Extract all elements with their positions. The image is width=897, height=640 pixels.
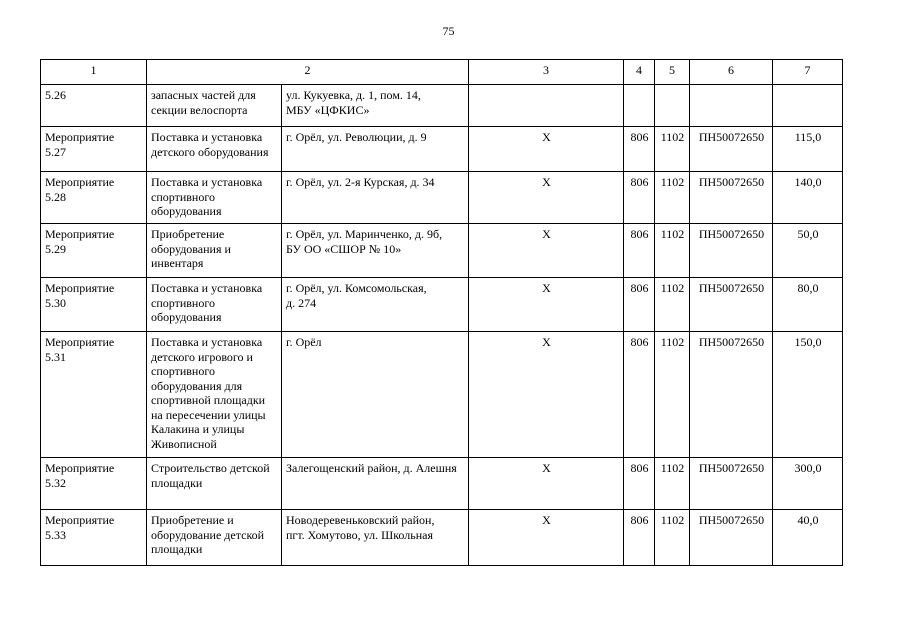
address-cell <box>282 278 469 332</box>
measure-cell <box>41 172 147 224</box>
col3-cell: X <box>469 332 624 458</box>
name-cell-line: Поставка и установка <box>151 130 263 144</box>
col3-cell <box>469 85 624 127</box>
table-row <box>41 510 843 566</box>
address-cell-line: ул. Кукуевка, д. 1, пом. 14, <box>286 88 421 102</box>
table-row <box>41 332 843 458</box>
measure-cell <box>41 85 147 127</box>
col6-cell: ПН50072650 <box>690 332 773 458</box>
measure-cell <box>41 510 147 566</box>
col5-cell: 1102 <box>655 332 690 458</box>
col5-cell: 1102 <box>655 458 690 510</box>
header-col-5: 5 <box>655 60 690 85</box>
table-row <box>41 458 843 510</box>
name-cell-line: Приобретение <box>151 227 225 241</box>
col3-cell: X <box>469 510 624 566</box>
name-cell-line: спортивного <box>151 364 215 378</box>
col7-cell: 300,0 <box>773 458 843 510</box>
name-cell-line: оборудование детской <box>151 527 265 542</box>
col4-cell: 806 <box>624 278 655 332</box>
col6-cell: ПН50072650 <box>690 172 773 224</box>
name-cell-line: площадки <box>151 475 203 490</box>
table-row <box>41 278 843 332</box>
address-cell-line: г. Орёл, ул. Комсомольская, <box>286 281 427 295</box>
address-cell-line: г. Орёл, ул. 2-я Курская, д. 34 <box>286 175 435 189</box>
name-cell-line: спортивной площадки <box>151 393 266 407</box>
col4-cell: 806 <box>624 510 655 566</box>
col7-cell: 40,0 <box>773 510 843 566</box>
header-col-4: 4 <box>624 60 655 85</box>
name-cell-line: детского игрового и <box>151 349 253 364</box>
col6-cell: ПН50072650 <box>690 458 773 510</box>
col6-cell: ПН50072650 <box>690 127 773 172</box>
col3-cell: X <box>469 278 624 332</box>
name-cell-line: оборудования <box>151 204 222 218</box>
table-header-row <box>41 60 843 85</box>
col3-cell: X <box>469 458 624 510</box>
measure-cell-line: 5.28 <box>45 189 66 204</box>
measure-cell-line: 5.33 <box>45 527 66 542</box>
name-cell <box>147 172 282 224</box>
name-cell-line: детского оборудования <box>151 144 269 159</box>
address-cell-line: г. Орёл <box>286 335 322 349</box>
address-cell-line: Новодеревеньковский район, <box>286 513 435 527</box>
table-row <box>41 224 843 278</box>
measure-cell-line: 5.29 <box>45 241 66 256</box>
name-cell <box>147 127 282 172</box>
col5-cell: 1102 <box>655 510 690 566</box>
name-cell-line: площадки <box>151 542 203 556</box>
name-cell-line: оборудования и <box>151 241 231 256</box>
name-cell-line: Поставка и установка <box>151 281 263 295</box>
header-col-6: 6 <box>690 60 773 85</box>
col7-cell: 50,0 <box>773 224 843 278</box>
header-col-1: 1 <box>41 60 147 85</box>
measure-cell-line: 5.26 <box>45 88 66 102</box>
address-cell <box>282 510 469 566</box>
address-cell-line: МБУ «ЦФКИС» <box>286 102 370 117</box>
name-cell-line: Поставка и установка <box>151 335 263 349</box>
name-cell-line: оборудования для <box>151 378 243 393</box>
col6-cell <box>690 85 773 127</box>
address-cell-line: д. 274 <box>286 295 317 310</box>
table-row <box>41 127 843 172</box>
name-cell-line: Калакина и улицы <box>151 422 245 436</box>
header-col-3: 3 <box>469 60 624 85</box>
col5-cell: 1102 <box>655 224 690 278</box>
measure-cell-line: Мероприятие <box>45 281 115 295</box>
measure-cell-line: Мероприятие <box>45 227 115 241</box>
col5-cell: 1102 <box>655 278 690 332</box>
name-cell <box>147 85 282 127</box>
col4-cell: 806 <box>624 458 655 510</box>
name-cell <box>147 278 282 332</box>
measure-cell-line: Мероприятие <box>45 461 115 475</box>
name-cell <box>147 224 282 278</box>
table-row <box>41 172 843 224</box>
col3-cell: X <box>469 224 624 278</box>
col4-cell: 806 <box>624 332 655 458</box>
name-cell <box>147 458 282 510</box>
address-cell <box>282 127 469 172</box>
address-cell <box>282 85 469 127</box>
col5-cell <box>655 85 690 127</box>
name-cell-line: секции велоспорта <box>151 102 248 117</box>
measure-cell-line: Мероприятие <box>45 130 115 144</box>
col7-cell: 115,0 <box>773 127 843 172</box>
col6-cell: ПН50072650 <box>690 278 773 332</box>
name-cell-line: запасных частей для <box>151 88 256 102</box>
name-cell-line: на пересечении улицы <box>151 407 266 422</box>
name-cell-line: спортивного <box>151 295 215 310</box>
measure-cell <box>41 332 147 458</box>
address-cell-line: БУ ОО «СШОР № 10» <box>286 241 402 256</box>
address-cell <box>282 172 469 224</box>
col6-cell: ПН50072650 <box>690 224 773 278</box>
measure-cell <box>41 224 147 278</box>
col5-cell: 1102 <box>655 127 690 172</box>
col4-cell: 806 <box>624 224 655 278</box>
budget-table <box>40 59 843 566</box>
address-cell-line: г. Орёл, ул. Революции, д. 9 <box>286 130 427 144</box>
col3-cell: X <box>469 172 624 224</box>
page-number: 75 <box>442 24 455 38</box>
measure-cell-line: 5.31 <box>45 349 66 364</box>
col5-cell: 1102 <box>655 172 690 224</box>
measure-cell <box>41 278 147 332</box>
measure-cell-line: Мероприятие <box>45 175 115 189</box>
measure-cell <box>41 458 147 510</box>
address-cell <box>282 458 469 510</box>
measure-cell-line: 5.27 <box>45 144 66 159</box>
name-cell <box>147 332 282 458</box>
col3-cell: X <box>469 127 624 172</box>
name-cell-line: инвентаря <box>151 256 204 270</box>
name-cell-line: Приобретение и <box>151 513 234 527</box>
col7-cell <box>773 85 843 127</box>
col4-cell: 806 <box>624 127 655 172</box>
address-cell <box>282 224 469 278</box>
address-cell-line: г. Орёл, ул. Маринченко, д. 9б, <box>286 227 443 241</box>
address-cell-line: Залегощенский район, д. Алешня <box>286 461 457 475</box>
measure-cell-line: Мероприятие <box>45 513 115 527</box>
name-cell <box>147 510 282 566</box>
col7-cell: 150,0 <box>773 332 843 458</box>
name-cell-line: Строительство детской <box>151 461 270 475</box>
header-col-2: 2 <box>147 60 469 85</box>
measure-cell-line: Мероприятие <box>45 335 115 349</box>
table-row <box>41 85 843 127</box>
address-cell <box>282 332 469 458</box>
header-col-7: 7 <box>773 60 843 85</box>
col6-cell: ПН50072650 <box>690 510 773 566</box>
col4-cell <box>624 85 655 127</box>
measure-cell <box>41 127 147 172</box>
address-cell-line: пгт. Хомутово, ул. Школьная <box>286 527 433 542</box>
name-cell-line: Живописной <box>151 436 217 451</box>
col7-cell: 80,0 <box>773 278 843 332</box>
measure-cell-line: 5.30 <box>45 295 66 310</box>
name-cell-line: Поставка и установка <box>151 175 263 189</box>
col4-cell: 806 <box>624 172 655 224</box>
name-cell-line: спортивного <box>151 189 215 204</box>
measure-cell-line: 5.32 <box>45 475 66 490</box>
col7-cell: 140,0 <box>773 172 843 224</box>
name-cell-line: оборудования <box>151 310 222 324</box>
